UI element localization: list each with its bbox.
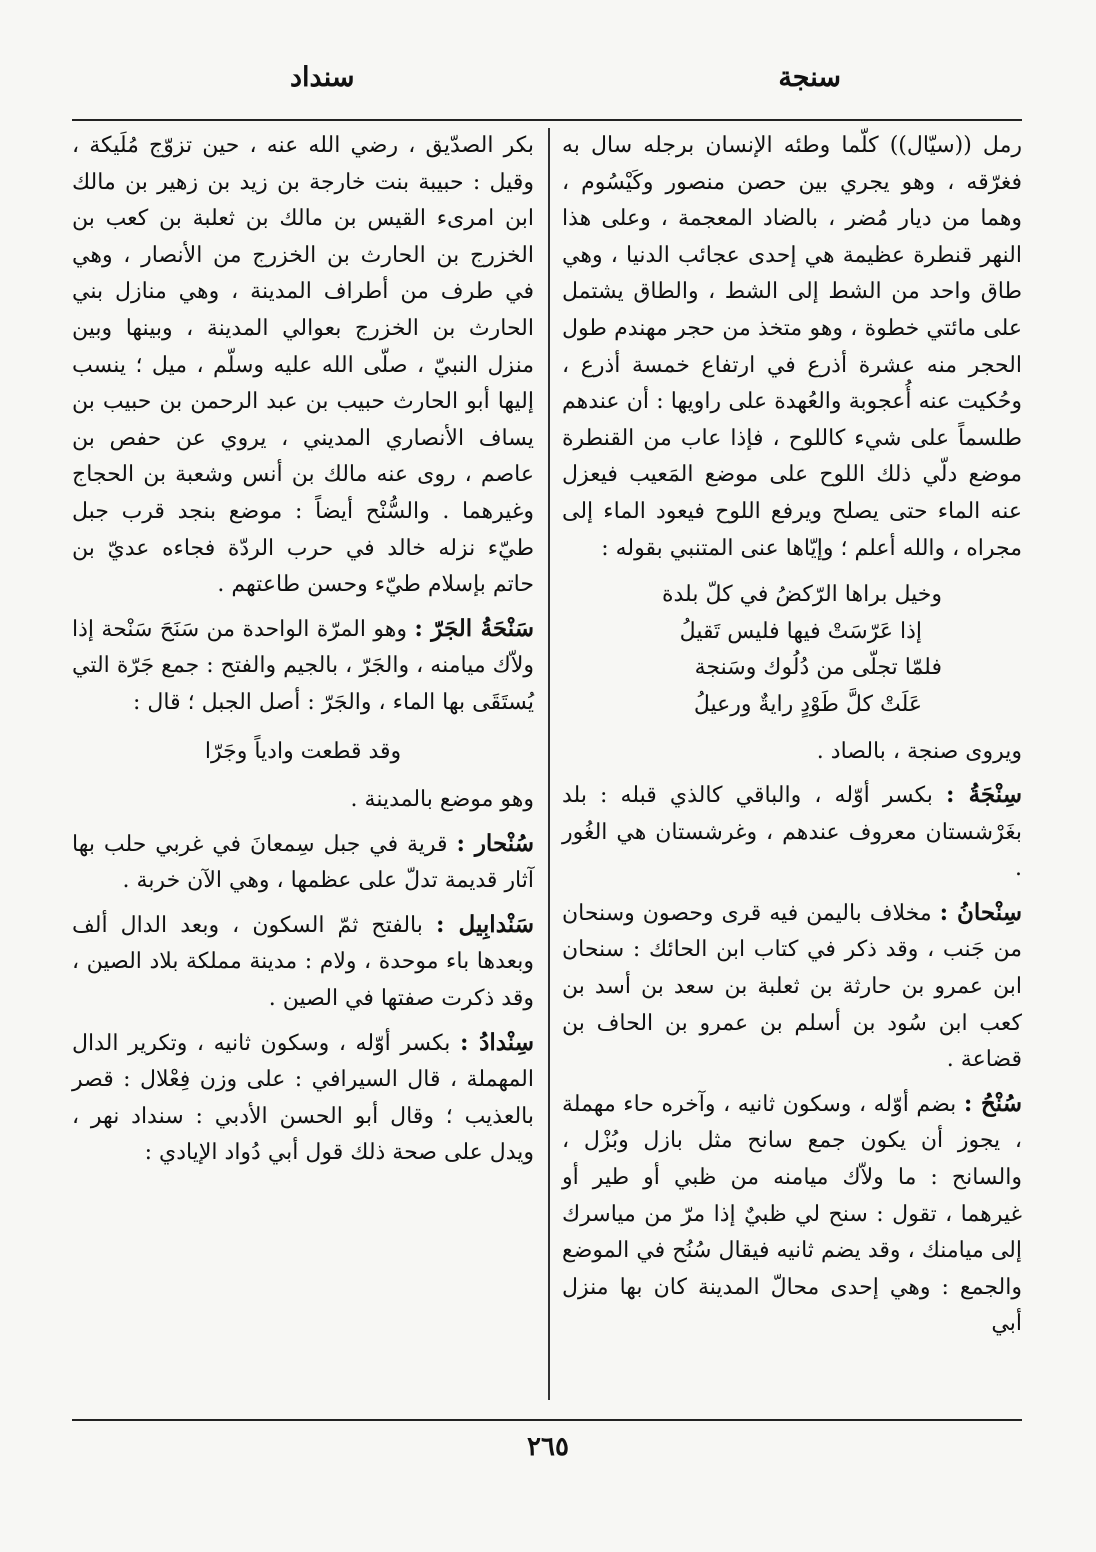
entry — [72, 907, 534, 1018]
entry — [72, 611, 534, 722]
poem — [562, 577, 1022, 723]
entry — [72, 1025, 534, 1172]
right-column — [562, 128, 1022, 1343]
entry — [72, 826, 534, 900]
entry-headword: سُنْحار : — [456, 829, 534, 857]
entry-headword: سَنْحَةُ الجَرّ : — [414, 614, 534, 642]
column-divider — [548, 128, 550, 1400]
paragraph: وهو موضع بالمدينة . — [350, 787, 534, 813]
verse-line: وخيل براها الرّكضُ في كلّ بلدة — [661, 582, 942, 608]
entry-headword: سُنْحُ : — [963, 1089, 1022, 1117]
paragraph: رمل ((سيّال)) كلّما وطئه الإنسان برجله سال به فغرّقه ، وهو يجري بين حصن منصور وكَيْسُوم ، وهما من ديار مُضر ، بالضاد المعجمة ، وعلى هذا النهر قنطرة عظيمة هي إحدى عجائب الدنيا ، وهي طاق واحد من الشط إلى الشط ، والطاق يشتمل على مائتي خطوة ، وهو متخذ من حجر مهندم طول الحجر منه عشرة أذرع في ارتفاع خمسة أذرع ، وحُكيت عنه أُعجوبة والعُهدة على راويها : أن عندهم طلسماً على شيء كاللوح ، فإذا عاب من القنطرة موضع دلّي ذلك اللوح على موضع المَعيب فيعزل عنه الماء حتى يصلح ويرفع اللوح فيعود الماء إلى مجراه ، والله أعلم ؛ وإيّاها عنى المتنبي بقوله : — [562, 133, 1022, 561]
running-head-right: سنجة — [778, 62, 841, 93]
entry-text: قرية في جبل سِمعانَ في غربي حلب بها آثار قديمة تدلّ على عظمها ، وهي الآن خربة . — [72, 831, 534, 894]
verse-line: إذا عَرّسَتْ فيها فليس تَقيلُ — [679, 618, 922, 644]
entry-text: بالفتح ثمّ السكون ، وبعد الدال ألف وبعدها باء موحدة ، ولام : مدينة مملكة بلاد الصين ، وقد ذكرت صفتها في الصين . — [72, 912, 534, 1012]
entry-headword: سِنْدادُ : — [460, 1028, 535, 1056]
bottom-rule — [72, 1419, 1022, 1421]
entry-text: وهو المرّة الواحدة من سَنَحَ سَنْحة إذا ولاّك ميامنه ، والجَرّ ، بالجيم والفتح : جمع جَرّة التي يُستَقَى بها الماء ، والجَرّ : أصل الجبل ؛ قال : — [72, 616, 534, 715]
page-number: ٢٦٥ — [527, 1432, 569, 1462]
verse-citation: وقد قطعت وادياً وجَرّا — [204, 738, 402, 764]
running-head-left: سنداد — [290, 62, 355, 93]
entry-headword: سَنْدابِيل : — [435, 910, 534, 938]
left-column — [72, 128, 534, 1172]
entry-headword: سِنْحانُ : — [939, 898, 1022, 926]
verse-line: عَلَتْ كلَّ طَوْدٍ رايةٌ ورعيلُ — [693, 691, 922, 717]
paragraph: بكر الصدّيق ، رضي الله عنه ، حين تزوّج مُلَيكة ، وقيل : حبيبة بنت خارجة بن زيد بن زهير بن مالك ابن امرىء القيس بن مالك بن ثعلبة بن كعب بن الخزرج بن الحارث بن الخزرج من الأنصار ، وهي في طرف من أطراف المدينة ، وهي منازل بني الحارث بن الخزرج بعوالي المدينة ، وبينها وبين منزل النبيّ ، صلّى الله عليه وسلّم ، ميل ؛ ينسب إليها أبو الحارث حبيب بن عبد الرحمن بن حبيب بن يساف الأنصاري المديني ، يروي عن حفص بن عاصم ، روى عنه مالك بن أنس وشعبة بن الحجاج وغيرهما . والسُّنْح أيضاً : موضع بنجد قرب جبل طيّء نزله خالد في حرب الردّة فجاءه عديّ بن حاتم بإسلام طيّء وحسن طاعتهم . — [72, 133, 534, 598]
entry-text: بكسر أوّله ، وسكون ثانيه ، وتكرير الدال المهملة ، قال السيرافي : على وزن فِعْلال : قصر بالعذيب ؛ وقال أبو الحسن الأدبي : سنداد نهر ، ويدل على صحة ذلك قول أبي دُواد الإيادي : — [72, 1030, 534, 1166]
top-rule — [72, 119, 1022, 121]
entry-text: بكسر أوّله ، والباقي كالذي قبله : بلد بغَرْشستان معروف عندهم ، وغرشستان هي الغُور . — [562, 783, 1022, 882]
entry — [562, 1086, 1022, 1343]
verse-line: فلمّا تجلّى من دُلُوك وسَنجة — [694, 655, 942, 681]
entry-text: بضم أوّله ، وسكون ثانيه ، وآخره حاء مهملة ، يجوز أن يكون جمع سانح مثل بازل وبُزْل ، والسانح : ما ولاّك ميامنه من ظبي أو طير أو غيرهما ، تقول : سنح لي ظبيٌ إذا مرّ من مياسرك إلى ميامنك ، وقد يضم ثانيه فيقال سُنُح في الموضع والجمع : وهي إحدى محالّ المدينة كان بها منزل أبي — [562, 1091, 1022, 1337]
entry-text: مخلاف باليمن فيه قرى وحصون وسنحان من جَنب ، وقد ذكر في كتاب ابن الحائك : سنحان ابن عمرو بن حارثة بن ثعلبة بن سعد بن أسد بن كعب ابن سُود بن أسلم بن عمرو بن الحاف بن قضاعة . — [562, 900, 1022, 1073]
entry-headword: سِنْجَةُ : — [946, 781, 1022, 809]
paragraph: ويروى صنجة ، بالصاد . — [816, 738, 1022, 764]
entry — [562, 895, 1022, 1079]
entry — [562, 777, 1022, 888]
